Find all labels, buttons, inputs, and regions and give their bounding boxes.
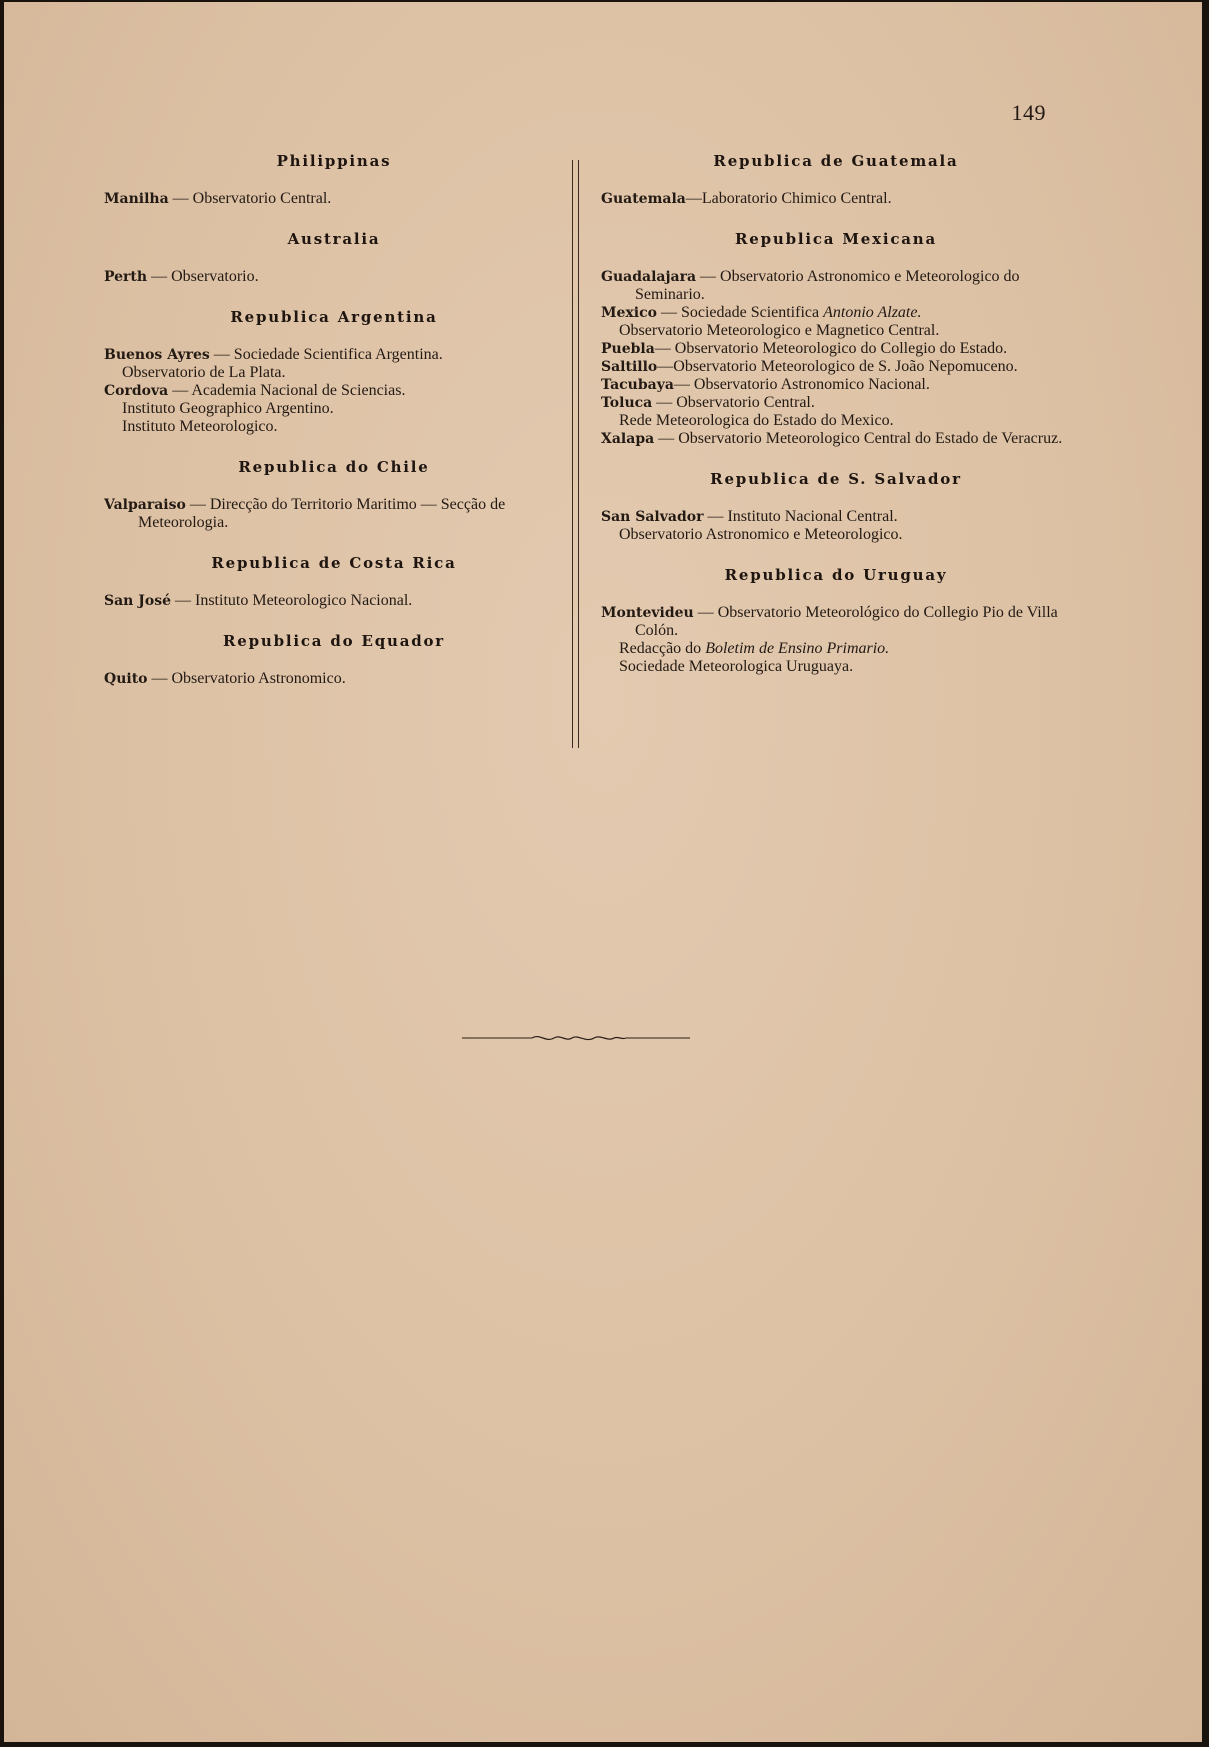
- entry-italic: Boletim de Ensino Primario.: [705, 640, 890, 657]
- entry-italic: Antonio Alzate.: [823, 304, 922, 321]
- entry-text: — Observatorio Astronomico e Meteorologico do Seminario.: [635, 268, 1020, 303]
- entry: [601, 358, 1071, 376]
- place-name: Guatemala: [601, 191, 686, 207]
- entry-text: — Observatorio Meteorologico do Collegio do Estado.: [654, 340, 1008, 357]
- entry: [601, 376, 1071, 394]
- section-title: Republica Argentina: [230, 308, 438, 326]
- entry-text: — Observatorio Meteorológico do Collegio Pio de Villa Colón.: [635, 604, 1058, 639]
- entry-text: — Observatorio Central.: [172, 190, 332, 207]
- entry: [104, 268, 564, 286]
- section-mexicana: [601, 230, 1071, 448]
- place-name: Valparaiso: [104, 497, 186, 513]
- section-australia: [104, 230, 564, 286]
- entry-text: — Instituto Nacional Central.: [707, 508, 898, 525]
- entry: [104, 592, 564, 610]
- section-title: Republica do Uruguay: [724, 566, 948, 584]
- section-title: Philippinas: [276, 152, 392, 170]
- section-guatemala: [601, 152, 1071, 208]
- entry: [104, 190, 564, 208]
- place-name: Quito: [104, 671, 148, 687]
- place-name: Guadalajara: [601, 269, 697, 285]
- entry-text: — Observatorio Central.: [656, 394, 815, 411]
- place-name: San Salvador: [601, 509, 704, 525]
- entry: [601, 430, 1071, 448]
- entry: [601, 508, 1071, 526]
- left-column: [104, 152, 564, 688]
- entry: [104, 382, 564, 400]
- right-column: [601, 152, 1071, 676]
- place-name: San José: [104, 593, 171, 609]
- place-name: Manilha: [104, 191, 169, 207]
- section-title: Republica de S. Salvador: [710, 470, 962, 488]
- entry-sub: Instituto Geographico Argentino.: [122, 400, 334, 417]
- ornament-divider-icon: [462, 1031, 690, 1045]
- entry-sub: Observatorio Meteorologico e Magnetico Central.: [619, 322, 940, 339]
- column-divider: [572, 160, 579, 748]
- entry-text: —Laboratorio Chimico Central.: [685, 190, 892, 207]
- place-name: Saltillo: [601, 359, 658, 375]
- entry: [601, 394, 1071, 412]
- entry-sub: [601, 640, 1071, 658]
- entry-text: — Observatorio Astronomico Nacional.: [673, 376, 930, 393]
- entry-text: — Academia Nacional de Sciencias.: [172, 382, 406, 399]
- entry: [601, 190, 1071, 208]
- entry-text: — Sociedade Scientifica: [660, 304, 820, 321]
- page-number: 149: [1011, 100, 1046, 125]
- section-uruguay: [601, 566, 1071, 676]
- entry-sub: Sociedade Meteorologica Uruguaya.: [619, 658, 854, 675]
- place-name: Perth: [104, 269, 148, 285]
- entry-text: — Observatorio Meteorologico Central do Estado de Veracruz.: [658, 430, 1063, 447]
- section-chile: [104, 458, 564, 532]
- entry: [104, 496, 564, 532]
- entry: [601, 604, 1071, 640]
- place-name: Cordova: [104, 383, 169, 399]
- entry-text: — Direcção do Territorio Maritimo — Secção de Meteorologia.: [138, 496, 506, 531]
- entry-sub: Instituto Meteorologico.: [122, 418, 278, 435]
- entry: [601, 340, 1071, 358]
- section-argentina: [104, 308, 564, 436]
- entry-text: —Observatorio Meteorologico de S. João Nepomuceno.: [657, 358, 1018, 375]
- entry-text: — Sociedade Scientifica Argentina.: [213, 346, 443, 363]
- section-costa-rica: [104, 554, 564, 610]
- section-title: Republica Mexicana: [734, 230, 938, 248]
- section-title: Republica de Guatemala: [713, 152, 959, 170]
- entry-sub: Observatorio Astronomico e Meteorologico.: [619, 526, 903, 543]
- place-name: Xalapa: [601, 431, 655, 447]
- entry: [104, 346, 564, 364]
- place-name: Tacubaya: [601, 377, 674, 393]
- entry-text: — Instituto Meteorologico Nacional.: [175, 592, 413, 609]
- entry-sub-text: Redacção do: [619, 640, 702, 657]
- entry-text: — Observatorio.: [151, 268, 259, 285]
- place-name: Montevideu: [601, 605, 694, 621]
- place-name: Mexico: [601, 305, 657, 321]
- section-title: Republica do Equador: [222, 632, 446, 650]
- section-title: Republica de Costa Rica: [211, 554, 457, 572]
- entry-sub: Rede Meteorologica do Estado do Mexico.: [619, 412, 894, 429]
- entry: [601, 304, 1071, 322]
- place-name: Toluca: [601, 395, 653, 411]
- entry: [601, 268, 1071, 304]
- place-name: Buenos Ayres: [104, 347, 210, 363]
- section-salvador: [601, 470, 1071, 544]
- place-name: Puebla: [601, 341, 655, 357]
- entry-sub: Observatorio de La Plata.: [122, 364, 286, 381]
- document-page: [4, 2, 1202, 1742]
- section-title: Australia: [287, 230, 381, 248]
- entry: [104, 670, 564, 688]
- entry-text: — Observatorio Astronomico.: [151, 670, 346, 687]
- section-philippinas: [104, 152, 564, 208]
- section-equador: [104, 632, 564, 688]
- section-title: Republica do Chile: [238, 458, 430, 476]
